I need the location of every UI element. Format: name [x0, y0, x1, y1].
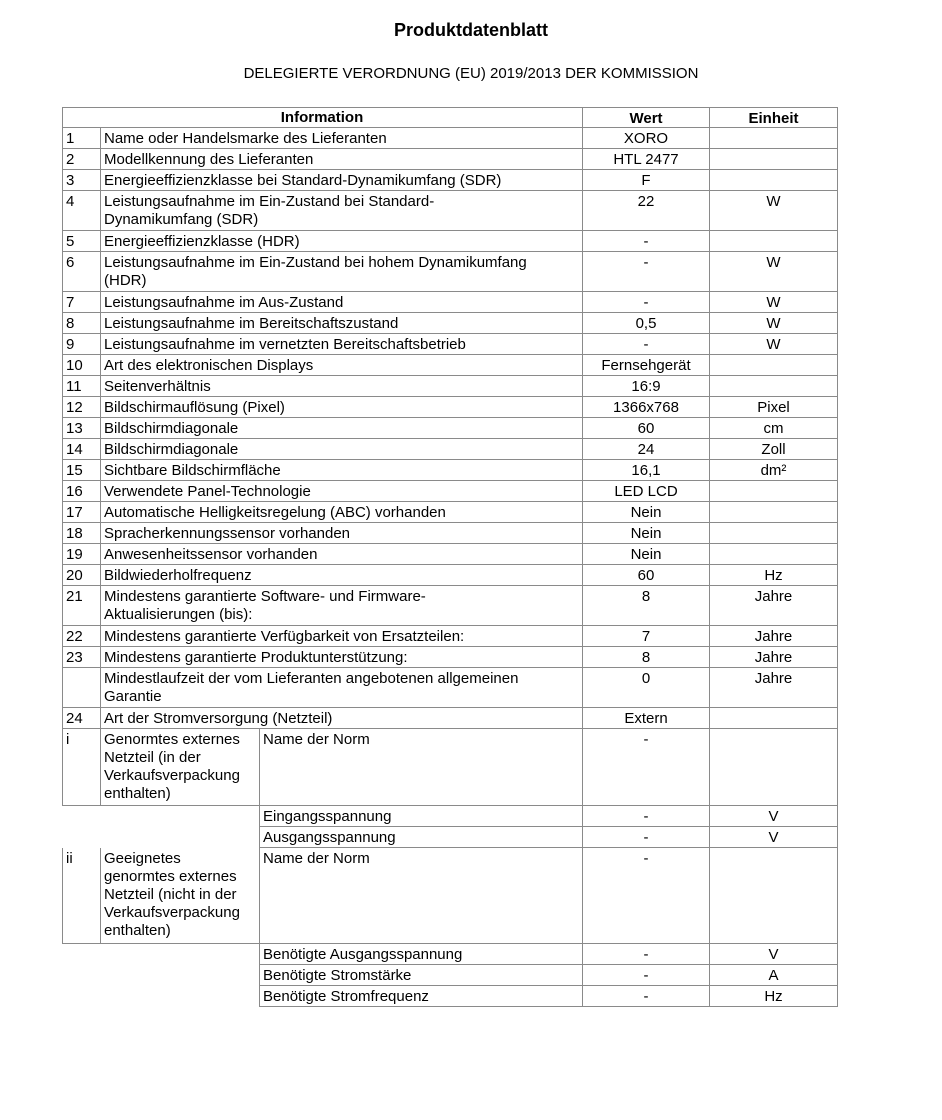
row-unit: [709, 708, 838, 729]
row-value: 24: [582, 439, 709, 460]
row-label: Modellkennung des Lieferanten: [100, 149, 582, 170]
row-unit: Jahre: [709, 647, 838, 668]
row-number: 7: [62, 292, 100, 313]
row-unit: Zoll: [709, 439, 838, 460]
psu-suitable-number: ii: [62, 848, 100, 944]
row-unit: W: [709, 313, 838, 334]
row-number: 18: [62, 523, 100, 544]
psu-included-label: Genormtes externes Netzteil (in der Verkaufsverpackung enthalten): [100, 729, 259, 806]
row-number: 20: [62, 565, 100, 586]
row-unit: W: [709, 334, 838, 355]
page-subtitle: DELEGIERTE VERORDNUNG (EU) 2019/2013 DER KOMMISSION: [243, 65, 699, 82]
row-unit: W: [709, 252, 838, 292]
row-unit: [709, 376, 838, 397]
row-label: Leistungsaufnahme im Ein-Zustand bei hohem Dynamikumfang (HDR): [100, 252, 582, 292]
row-value: -: [582, 334, 709, 355]
psu-included-item-value: -: [582, 806, 709, 827]
psu-suitable-item-unit: [709, 848, 838, 944]
row-number: 11: [62, 376, 100, 397]
row-label: Mindestens garantierte Verfügbarkeit von Ersatzteilen:: [100, 626, 582, 647]
header-wert: Wert: [582, 107, 709, 128]
row-label: Bildwiederholfrequenz: [100, 565, 582, 586]
row-label: Verwendete Panel-Technologie: [100, 481, 582, 502]
row-number: 1: [62, 128, 100, 149]
psu-suitable-item-unit: Hz: [709, 986, 838, 1007]
row-number: 2: [62, 149, 100, 170]
row-label: Automatische Helligkeitsregelung (ABC) vorhanden: [100, 502, 582, 523]
psu-suitable-item-value: -: [582, 965, 709, 986]
row-unit: [709, 523, 838, 544]
row-unit: cm: [709, 418, 838, 439]
row-value: -: [582, 252, 709, 292]
header-information: Information: [280, 109, 364, 126]
psu-suitable-item-value: -: [582, 944, 709, 965]
row-number: 5: [62, 231, 100, 252]
psu-included-item-value: -: [582, 729, 709, 806]
row-label: Art der Stromversorgung (Netzteil): [100, 708, 582, 729]
row-label: Bildschirmauflösung (Pixel): [100, 397, 582, 418]
row-unit: [709, 170, 838, 191]
row-label: Name oder Handelsmarke des Lieferanten: [100, 128, 582, 149]
row-unit: Jahre: [709, 668, 838, 708]
row-unit: [709, 149, 838, 170]
psu-suitable-item-unit: A: [709, 965, 838, 986]
row-number: 16: [62, 481, 100, 502]
header-einheit: Einheit: [709, 107, 838, 128]
row-unit: Hz: [709, 565, 838, 586]
row-number: [62, 668, 100, 708]
psu-included-number: i: [62, 729, 100, 806]
psu-suitable-item-unit: V: [709, 944, 838, 965]
row-number: 21: [62, 586, 100, 626]
row-number: 19: [62, 544, 100, 565]
row-unit: Pixel: [709, 397, 838, 418]
row-number: 14: [62, 439, 100, 460]
row-label: Seitenverhältnis: [100, 376, 582, 397]
row-value: 22: [582, 191, 709, 231]
row-label: Leistungsaufnahme im vernetzten Bereitschaftsbetrieb: [100, 334, 582, 355]
row-label: Mindestens garantierte Software- und Firmware- Aktualisierungen (bis):: [100, 586, 582, 626]
row-value: 1366x768: [582, 397, 709, 418]
row-value: -: [582, 292, 709, 313]
row-value: Nein: [582, 544, 709, 565]
row-unit: W: [709, 292, 838, 313]
row-value: LED LCD: [582, 481, 709, 502]
row-value: 0,5: [582, 313, 709, 334]
row-number: 23: [62, 647, 100, 668]
row-value: 8: [582, 647, 709, 668]
row-number: 12: [62, 397, 100, 418]
psu-included-item-value: -: [582, 827, 709, 848]
row-value: Extern: [582, 708, 709, 729]
row-value: Fernsehgerät: [582, 355, 709, 376]
row-label: Spracherkennungssensor vorhanden: [100, 523, 582, 544]
row-number: 9: [62, 334, 100, 355]
row-unit: W: [709, 191, 838, 231]
row-number: 6: [62, 252, 100, 292]
page-title: Produktdatenblatt: [393, 20, 548, 40]
row-number: 8: [62, 313, 100, 334]
row-label: Bildschirmdiagonale: [100, 418, 582, 439]
row-unit: dm²: [709, 460, 838, 481]
row-label: Sichtbare Bildschirmfläche: [100, 460, 582, 481]
row-value: -: [582, 231, 709, 252]
psu-included-item-unit: [709, 729, 838, 806]
row-label: Leistungsaufnahme im Ein-Zustand bei Standard- Dynamikumfang (SDR): [100, 191, 582, 231]
row-value: 0: [582, 668, 709, 708]
row-label: Mindestens garantierte Produktunterstützung:: [100, 647, 582, 668]
row-label: Energieeffizienzklasse (HDR): [100, 231, 582, 252]
row-value: F: [582, 170, 709, 191]
row-unit: [709, 502, 838, 523]
row-unit: Jahre: [709, 626, 838, 647]
row-unit: [709, 481, 838, 502]
row-value: 60: [582, 418, 709, 439]
row-value: 16:9: [582, 376, 709, 397]
row-number: 3: [62, 170, 100, 191]
row-label: Energieeffizienzklasse bei Standard-Dynamikumfang (SDR): [100, 170, 582, 191]
row-label: Leistungsaufnahme im Aus-Zustand: [100, 292, 582, 313]
psu-suitable-item-label: Benötigte Stromstärke: [259, 965, 582, 986]
row-unit: [709, 544, 838, 565]
row-number: 10: [62, 355, 100, 376]
row-value: HTL 2477: [582, 149, 709, 170]
psu-included-item-unit: V: [709, 827, 838, 848]
psu-suitable-item-label: Name der Norm: [259, 848, 582, 944]
row-number: 13: [62, 418, 100, 439]
row-label: Art des elektronischen Displays: [100, 355, 582, 376]
row-unit: Jahre: [709, 586, 838, 626]
psu-included-item-label: Name der Norm: [259, 729, 582, 806]
row-unit: [709, 128, 838, 149]
row-number: 15: [62, 460, 100, 481]
psu-included-item-label: Ausgangsspannung: [259, 827, 582, 848]
psu-included-item-unit: V: [709, 806, 838, 827]
row-number: 17: [62, 502, 100, 523]
row-number: 4: [62, 191, 100, 231]
row-value: XORO: [582, 128, 709, 149]
psu-suitable-item-value: -: [582, 848, 709, 944]
row-value: 8: [582, 586, 709, 626]
psu-included-item-label: Eingangsspannung: [259, 806, 582, 827]
psu-suitable-item-value: -: [582, 986, 709, 1007]
row-value: Nein: [582, 523, 709, 544]
row-value: Nein: [582, 502, 709, 523]
row-value: 7: [582, 626, 709, 647]
row-value: 16,1: [582, 460, 709, 481]
psu-suitable-item-label: Benötigte Ausgangsspannung: [259, 944, 582, 965]
row-number: 22: [62, 626, 100, 647]
row-label: Mindestlaufzeit der vom Lieferanten angebotenen allgemeinen Garantie: [100, 668, 582, 708]
row-number: 24: [62, 708, 100, 729]
psu-suitable-item-label: Benötigte Stromfrequenz: [259, 986, 582, 1007]
row-label: Leistungsaufnahme im Bereitschaftszustand: [100, 313, 582, 334]
row-label: Bildschirmdiagonale: [100, 439, 582, 460]
row-label: Anwesenheitssensor vorhanden: [100, 544, 582, 565]
row-unit: [709, 355, 838, 376]
psu-suitable-label: Geeignetes genormtes externes Netzteil (nicht in der Verkaufsverpackung enthalten): [100, 848, 259, 944]
row-value: 60: [582, 565, 709, 586]
row-unit: [709, 231, 838, 252]
